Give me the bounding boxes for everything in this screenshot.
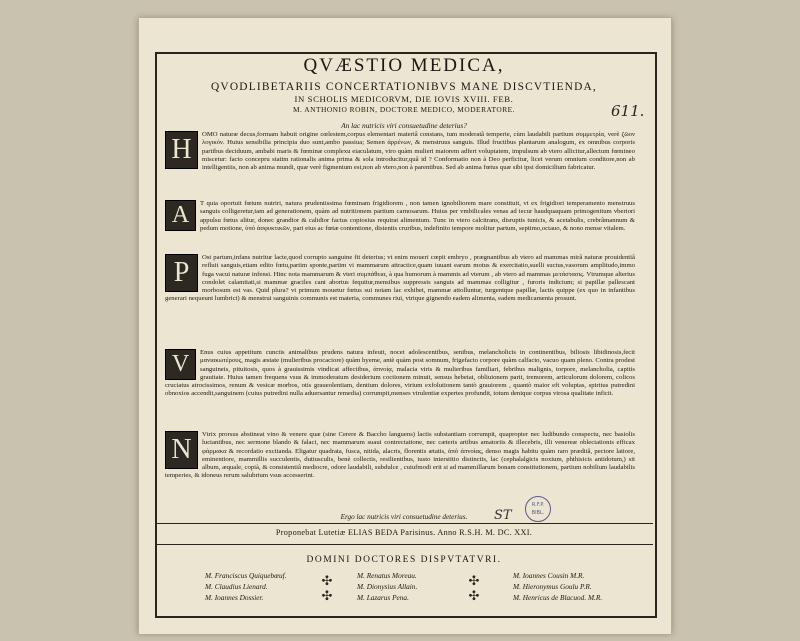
paragraph-text: Enus cuius appetitum cunctis animalibus prudens natura infeuit, nocet adolescentibus, senibus, melancholicis in continentibus, biliosis libidinosis,fecit μανιακωτέρους, magis æstate (mulieribus procaciore) quàm hyeme, antè quàm post somnum, frigefacto corpore quàm calfacto, vacuo quam pleno. Contra prodest sanguineis, pituitosis, quos à grauissimis vindicat affectibus, ἀπνοίᾳ, malacia viris & mulieribus familiari, febribus malignis, torpore, melancholia, capitis grauitate. Huius tamen frequens vsus & immoderatum desiderium coctionem minuit, sensus hebetat, obliuionem parit, tremorem, articulorum dolorem, colicos cruciatus atrocissimos, renum & vesicæ morbos, otis graueolentiam, dentium dolores, virium exfolutionem tantò grauiorem , quantò maior eft voluptas, spiritus putredini obnoxios accendit,sanguinem (cuius putredini nulla aduersantur remedia) corrumpit,menses virulentiæ expertes profundit, totum denique corpus virosa qualitate inficit.	[165, 349, 635, 398]
doctor-name: M. Dionysius Allain.	[357, 582, 418, 591]
paragraph-text: OMO naturæ decus,formam habuit origine cœlestem,corpus elementari materiâ constans, tum moderatâ temperie, cùm laudabili partium συμμετρία, verè ζῶον λογικόν. Huius sensibilia principia duo sunt,ambo passiua; Semen ἀρρένων, & menstruus sanguis. Illud fructibus plantarum analogum, ex omnibus corporis partibus deciduum, ambabi maris & fœminæ complexu eiaculatum, viro quàm mulieri maiorem adfert voluptatem, impulsum ab vtero allicitur,allectum fœmineo miscetur: facto concepru statim rationalis anima prima & sola introducitur,quâ id ? Conformatio non à Deo perficitur, licet verum omnium conditore,non ab intelligentiis, non ab anima mundi, quæ verè figmentum est,non ab vtero,non à parentibus. Sed ab anima fœtus quæ sibi ipsi domicilium fabricatur.	[202, 131, 635, 172]
ornament-icon: ✣ ✣	[468, 573, 480, 603]
doctor-name: M. Ioannes Cousin M.R.	[513, 571, 585, 580]
paragraph-text: Ost partum,infans nutritur lacte,quod corrupto sanguine fit deterius; vt enim moueri cœpit embryo , prægnantibus ab vtero ad mammas mirâ naturæ prouidentiâ refluit sanguis,etiam edito fœtu,partim sponte,partim vi mammarum attractice,quam iuuant earum motus & exercitatio,suelli suctus,vasorum amplitudo,immo fuga vacui naturæ infensi. Hinc nota mammarum & vteri συμπάθεια, à qua humorum à mammis ad vterum , ab vtero ad mammas μετάστασις. Vtrumque alterius condolet calamitati,si mammæ graciles cant abortus fequitur,mensibus suppressis sanguis ad mammas colligitur , furoris indicium; si papillæ pallescant morbosum est vas. Quid plura? vt primum mouetur fœtus sui notam lac exhibet, mammæ attolluntur, turgentque papillæ, lactis quippe (ex quo in infantibus generari nequeunt lumbrici) & menstrui sanguinis communis est materia, communes riui, vtrique gignendo eadem alimenta, eadem medicamenta prosunt.	[165, 254, 635, 303]
drop-cap-initial: H	[165, 131, 198, 169]
document-page	[138, 18, 672, 634]
paragraph-4	[165, 349, 635, 399]
drop-cap-initial: N	[165, 431, 198, 469]
drop-cap-initial: P	[165, 254, 198, 292]
doctors-column-2	[357, 570, 417, 603]
ornament-icon: ✣ ✣	[321, 573, 333, 603]
document-title: QVÆSTIO MEDICA,	[303, 55, 505, 76]
paragraph-text: T quia oportuit fœtum nutriri, natura prudentissima fœminam frigidiorem , non tamen ignobiliorem mare constituit, vt ex frigidiori temperamento menstruus sanguis colligeretur,tam ad generationem, quàm ad nutritionem partium carnosarum. Huius per vmbilicales venas ad iecur haudquaquam primogenitum vberiori appulsu fœtus alitur, donec grandior & calidior factus copiosius requirat alimentum. Tunc in vtero calcitrans, disruptis tunicis, & acetabulis, crebrâmannum & pedum motione, ὑπὸ ἀσφυκτικῶν, pari eius ac fœtæ contentione, distentis cruribus, indefinito tempore molitur partum, septimo,octauo, & nono mense vitalem.	[200, 200, 635, 232]
conclusion: Ergo lac nutricis viri consuetudine deterius.	[340, 513, 468, 521]
doctors-column-3	[513, 570, 602, 603]
paragraph-5	[165, 431, 635, 481]
question-heading: An lac nutricis viri consuetudine deterius?	[341, 121, 467, 130]
doctor-name: M. Henricus de Blacuod. M.R.	[513, 593, 603, 602]
doctors-heading: DOMINI DOCTORES DISPVTATVRI.	[306, 555, 502, 565]
folio-number: 611.	[611, 102, 645, 120]
divider	[155, 523, 653, 524]
doctor-name: M. Lazarus Pena.	[357, 593, 409, 602]
paragraph-2	[165, 200, 635, 233]
drop-cap-initial: A	[165, 200, 196, 231]
document-subtitle: QVODLIBETARIIS CONCERTATIONIBVS MANE DISCVTIENDA,	[211, 81, 597, 93]
paragraph-text: Vtrix prorsus abstineat vino & venere quæ (sine Cerere & Baccho languens) lactis substantiam corrumpit, quapropter nec ludibundo conspectu, nec basiolis luctantibus, nec sermone blando & falaci, nec mammarum suaui contrectatione, nec cæteris artibus amatoriis & illecebris, illi venereæ oblectationis efficax φάρμακα & recordatio excitanda. Eligatur quadrata, fusca, nitida, alacris, florentis ætatis, ἀπὸ ἀπνοίας, denso magis habitu quàm raro præditâ, pectore latiore, eminentiore, mammillis succulentis, dutiusculis, benè collectis, resilientibus, iusto interstitio distinctis, lac (cephalalgicis noxium, phthisicis antidotum,) sit album, æquale, copià, & consistentiâ mediocre, odore laudabili, subdulce , cuiufmodi erit si ad mammillarum bonam constitutionem, partium nobilium laudabilis temperies, & idoneus rerum salubrium vsus accesserint.	[165, 431, 635, 480]
doctor-name: M. Claudius Lienard.	[205, 582, 268, 591]
header	[155, 56, 653, 115]
proponebat-line: Proponebat Lutetiæ ELIAS BEDA Parisinus. Anno R.S.H. M. DC. XXI.	[275, 528, 533, 537]
doctor-name: M. Ioannes Dossier.	[205, 593, 264, 602]
document-line3: IN SCHOLIS MEDICORVM, DIE IOVIS XVIII. FEB.	[294, 94, 514, 104]
handwritten-note: ST	[494, 508, 512, 523]
paragraph-1	[165, 131, 635, 172]
paragraph-3	[165, 254, 635, 304]
library-stamp: R.F.P. BIBL.	[525, 496, 551, 522]
document-line4: M. ANTHONIO ROBIN, DOCTORE MEDICO, MODERATORE.	[292, 105, 516, 114]
doctors-column-1	[205, 570, 286, 603]
drop-cap-initial: V	[165, 349, 196, 380]
doctor-name: M. Renatus Moreau.	[357, 571, 417, 580]
doctor-name: M. Franciscus Quiquebœuf.	[205, 571, 287, 580]
doctor-name: M. Hieronymus Goulu P.R.	[513, 582, 592, 591]
divider	[155, 544, 653, 545]
